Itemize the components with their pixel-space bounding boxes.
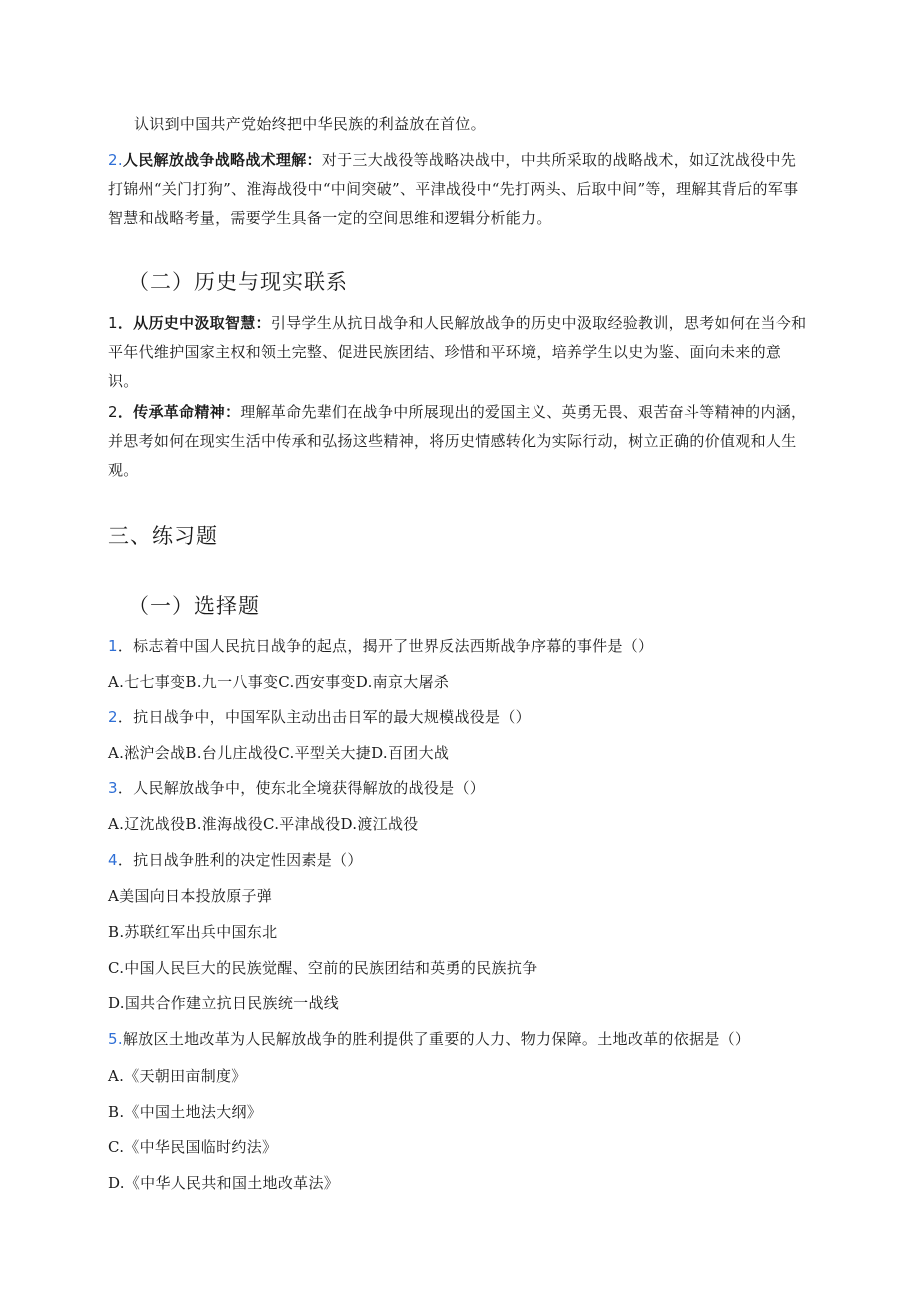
continuation-text: 认识到中国共产党始终把中华民族的利益放在首位。 (134, 115, 486, 133)
question-4-option-a: A美国向日本投放原子弹 (108, 887, 273, 905)
question-5-option-a: A.《天朝田亩制度》 (108, 1067, 247, 1085)
item-title: ．传承革命精神： (117, 403, 241, 421)
question-4-stem (108, 850, 363, 870)
question-number: 2 (108, 708, 118, 726)
question-1-stem (108, 636, 653, 656)
item-title: ．从历史中汲取智慧： (117, 314, 271, 332)
question-1-options: A.七七事变B.九一八事变C.西安事变D.南京大屠杀 (108, 673, 450, 691)
sub-heading-multiple-choice: （一）选择题 (128, 594, 260, 618)
item-strategy-tactics (108, 146, 808, 233)
item-number: 2 (108, 403, 118, 421)
question-2-options: A.淞沪会战B.台儿庄战役C.平型关大捷D.百团大战 (108, 744, 450, 762)
question-3-options: A.辽沈战役B.淮海战役C.平津战役D.渡江战役 (108, 815, 419, 833)
question-text: ．抗日战争胜利的决定性因素是（） (117, 851, 363, 869)
question-5-option-d: D.《中华人民共和国土地改革法》 (108, 1174, 340, 1192)
question-text: ．抗日战争中，中国军队主动出击日军的最大规模战役是（） (117, 708, 531, 726)
question-4-option-b: B.苏联红军出兵中国东北 (108, 923, 278, 941)
question-5-stem (108, 1029, 750, 1049)
question-number: 4 (108, 851, 118, 869)
item-title: 人民解放战争战略战术理解： (122, 151, 322, 169)
question-text: ．人民解放战争中，使东北全境获得解放的战役是（） (117, 779, 486, 797)
item-text: 对于三大战役等战略决战中，中共所采取的战略战术，如辽沈战役中先打锦州“关门打狗”、淮海战役中“中间突破”、平津战役中“先打两头、后取中间”等，理解其背后的军事智慧和战略考量，需要学生具备一定的空间思维和逻辑分析能力。 (108, 151, 799, 227)
question-3-stem (108, 778, 485, 798)
item-learn-wisdom (108, 309, 808, 396)
question-number: 5. (108, 1030, 123, 1048)
question-5-option-b: B.《中国土地法大纲》 (108, 1103, 263, 1121)
question-text: 解放区土地改革为人民解放战争的胜利提供了重要的人力、物力保障。土地改革的依据是（） (122, 1030, 751, 1048)
question-5-option-c: C.《中华民国临时约法》 (108, 1138, 278, 1156)
item-revolutionary-spirit (108, 398, 808, 485)
question-text: ．标志着中国人民抗日战争的起点，揭开了世界反法西斯战争序幕的事件是（） (117, 637, 654, 655)
question-4-option-c: C.中国人民巨大的民族觉醒、空前的民族团结和英勇的民族抗争 (108, 959, 538, 977)
item-number: 2. (108, 151, 123, 169)
question-4-option-d: D.国共合作建立抗日民族统一战线 (108, 994, 340, 1012)
question-number: 3 (108, 779, 118, 797)
question-2-stem (108, 707, 531, 727)
item-text: 引导学生从抗日战争和人民解放战争的历史中汲取经验教训，思考如何在当今和平年代维护国家主权和领土完整、促进民族团结、珍惜和平环境，培养学生以史为鉴、面向未来的意识。 (108, 314, 807, 390)
item-number: 1 (108, 314, 118, 332)
section-heading-history-reality: （二）历史与现实联系 (128, 270, 348, 294)
section-heading-exercises: 三、练习题 (108, 524, 218, 548)
question-number: 1 (108, 637, 118, 655)
item-text: 理解革命先辈们在战争中所展现出的爱国主义、英勇无畏、艰苦奋斗等精神的内涵，并思考如何在现实生活中传承和弘扬这些精神，将历史情感转化为实际行动，树立正确的价值观和人生观。 (108, 403, 807, 479)
